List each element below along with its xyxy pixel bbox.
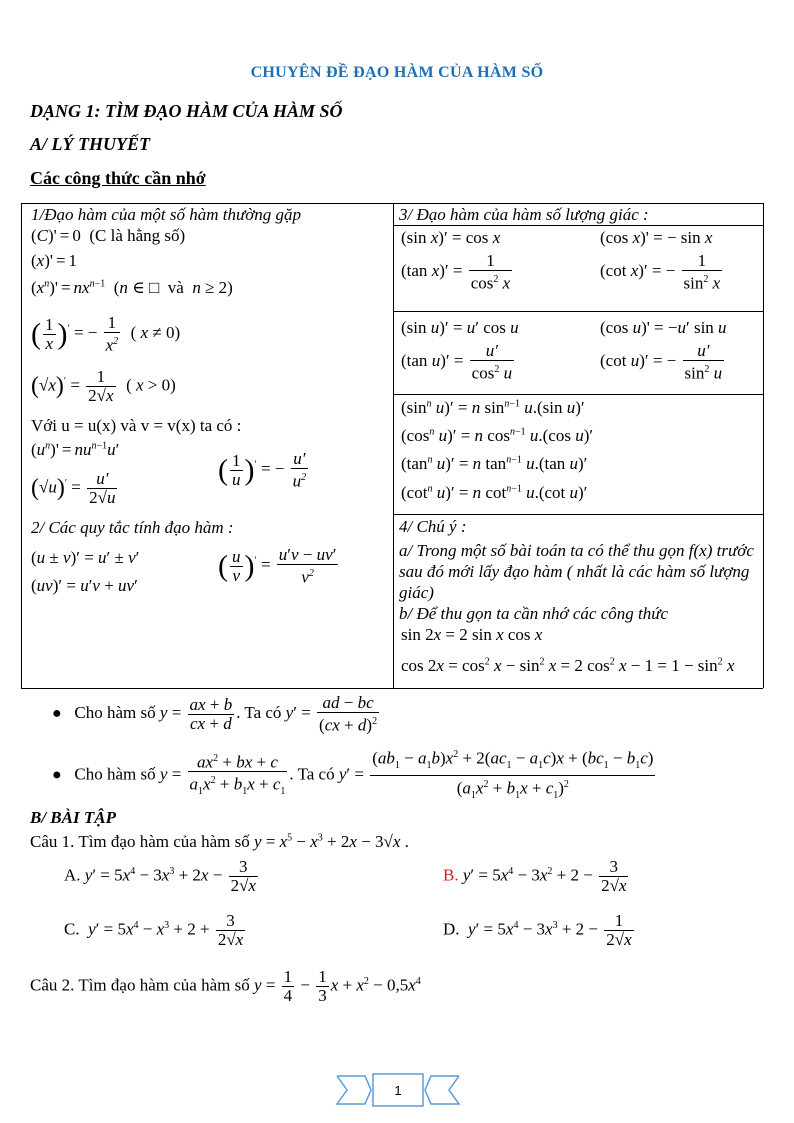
- formula-sin-u: (sin u)′ = u′ cos u: [401, 318, 519, 337]
- formula-x: (x)' = 1: [31, 251, 78, 270]
- formula-tan-u: (tan u)′ = $\frac{u'}{\cos^2 u}$: [401, 341, 513, 383]
- with-u-v-text: Với u = u(x) và v = v(x) ta có :: [31, 416, 242, 435]
- formula-sum-rule: (u ± v)′ = u′ ± v′: [31, 548, 140, 567]
- option-b[interactable]: B. $y' = 5x^4 - 3x^2 + 2$ − $\frac{3}{2√x}$: [443, 857, 627, 895]
- option-a[interactable]: A. $y' = 5x^4 - 3x^3 + 2x$ − $\frac{3}{2√x}$: [64, 857, 256, 895]
- left-heading-1: 1/Đạo hàm của một số hàm thường gặp: [31, 205, 302, 224]
- formula-cot-n-u: ($\cot^n$ u)′ = n $\cot^{n-1} u.(\cot$ u)′: [401, 483, 588, 502]
- formula-cos-n-u: ($\cos^n$ u)′ = n $\cos^{n-1} u.(\cos$ u)′: [401, 426, 594, 445]
- note-b: b/ Để thu gọn ta cần nhớ các công thức: [399, 604, 669, 623]
- formula-tan-n-u: ($\tan^n$ u)′ = n $\tan^{n-1} u.(\tan$ u)′: [401, 454, 588, 473]
- theory-heading: A/ LÝ THUYẾT: [30, 134, 150, 154]
- option-c[interactable]: C. $y' = 5x^4 - x^3 + 2$ + $\frac{3}{2√x}$: [64, 911, 244, 949]
- question-2: Câu 2. Tìm đạo hàm của hàm số y = $\frac{1}{4}$ − $\frac{1}{3}$ $x + x^2 - 0,5x^4$: [30, 967, 421, 1005]
- formulas-heading: Các công thức cần nhớ: [30, 168, 206, 188]
- formula-sin2x: sin 2x = 2 sin x cos x: [401, 625, 543, 644]
- formula-cot: (cot x)′ = − $\frac{1}{\sin^2 x}$: [600, 251, 721, 293]
- bullet-2: ● Cho hàm số y = $\frac{ax^2 + bx + c}{a_1x^2 + b_1x + c_1}$ . Ta có y′ = $\frac{(ab_1 - a_1b)x^2 + 2(ac_1 - a_1c)x + (bc_1 - b_1c)}{(a_1x^2 + b_1x + c_1)^2}$: [52, 746, 657, 805]
- formula-cos-u: (cos u)' = −u′ sin u: [600, 318, 727, 337]
- formula-sin: (sin x)′ = cos x: [401, 228, 501, 247]
- page-title: CHUYÊN ĐỀ ĐẠO HÀM CỦA HÀM SỐ: [250, 64, 544, 81]
- formula-sin-n-u: ($\sin^n$ u)′ = n $\sin^{n-1} u.(\sin$ u)′: [401, 398, 585, 417]
- page-number: 1: [394, 1083, 402, 1098]
- note-a: a/ Trong một số bài toán ta có thể thu gọn f(x) trước sau đó mới lấy đạo hàm ( nhất là các hàm số lượng giác): [399, 541, 754, 602]
- formula-const: (C)' = 0 (C là hằng số): [31, 226, 186, 245]
- formula-sqrt-x: (√x)′ = $\frac{1}{2√x}$ ( x > 0): [31, 367, 176, 405]
- formula-quotient-rule: ( $\frac{u}{v}$ )′ = $\frac{u'v - uv'}{v^2}$: [218, 545, 337, 587]
- right-heading-3: 3/ Đạo hàm của hàm số lượng giác :: [399, 205, 649, 224]
- formula-sqrt-u: (√u)′ = $\frac{u'}{2√u}$: [31, 469, 116, 507]
- exercises-heading: B/ BÀI TẬP: [30, 808, 116, 827]
- formula-xn: $(x^n)' = nx^{n-1}$ (n ∈ □ và n ≥ 2): [31, 278, 233, 297]
- left-heading-2: 2/ Các quy tắc tính đạo hàm :: [31, 518, 234, 537]
- bullet-1: ● Cho hàm số y = $\frac{ax + b}{cx + d}$ . Ta có y′ = $\frac{ad - bc}{(cx + d)^2}$: [52, 693, 378, 735]
- option-d[interactable]: D. $y' = 5x^4 - 3x^3 + 2$ − $\frac{1}{2√x}$: [443, 911, 632, 949]
- question-1: Câu 1. Tìm đạo hàm của hàm số $y = x^5 - x^3 + 2x - 3√x$ .: [30, 832, 409, 851]
- section-heading: DẠNG 1: TÌM ĐẠO HÀM CỦA HÀM SỐ: [30, 101, 343, 121]
- right-heading-4: 4/ Chú ý :: [399, 517, 467, 536]
- formula-1-over-x: ( $\frac{1}{x}$ )′ = − $\frac{1}{x^2}$ ( x ≠ 0): [31, 313, 181, 355]
- formula-cot-u: (cot u)′ = − $\frac{u'}{\sin^2 u}$: [600, 341, 723, 383]
- formula-product-rule: (uv)′ = u′v + uv′: [31, 576, 138, 595]
- formula-1-over-u: ( $\frac{1}{u}$ )′ = − $\frac{u'}{u^2}$: [218, 449, 307, 491]
- formula-cos: (cos x)' = − sin x: [600, 228, 713, 247]
- formula-un: $(u^n)' = nu^{n-1}u'$: [31, 440, 120, 459]
- formula-tan: (tan x)′ = $\frac{1}{\cos^2 x}$: [401, 251, 511, 293]
- formula-cos2x: $\cos 2x = \cos^2 x - \sin^2 x = 2$ $\cos^2 x - 1 = 1 - \sin^2 x$: [401, 656, 735, 675]
